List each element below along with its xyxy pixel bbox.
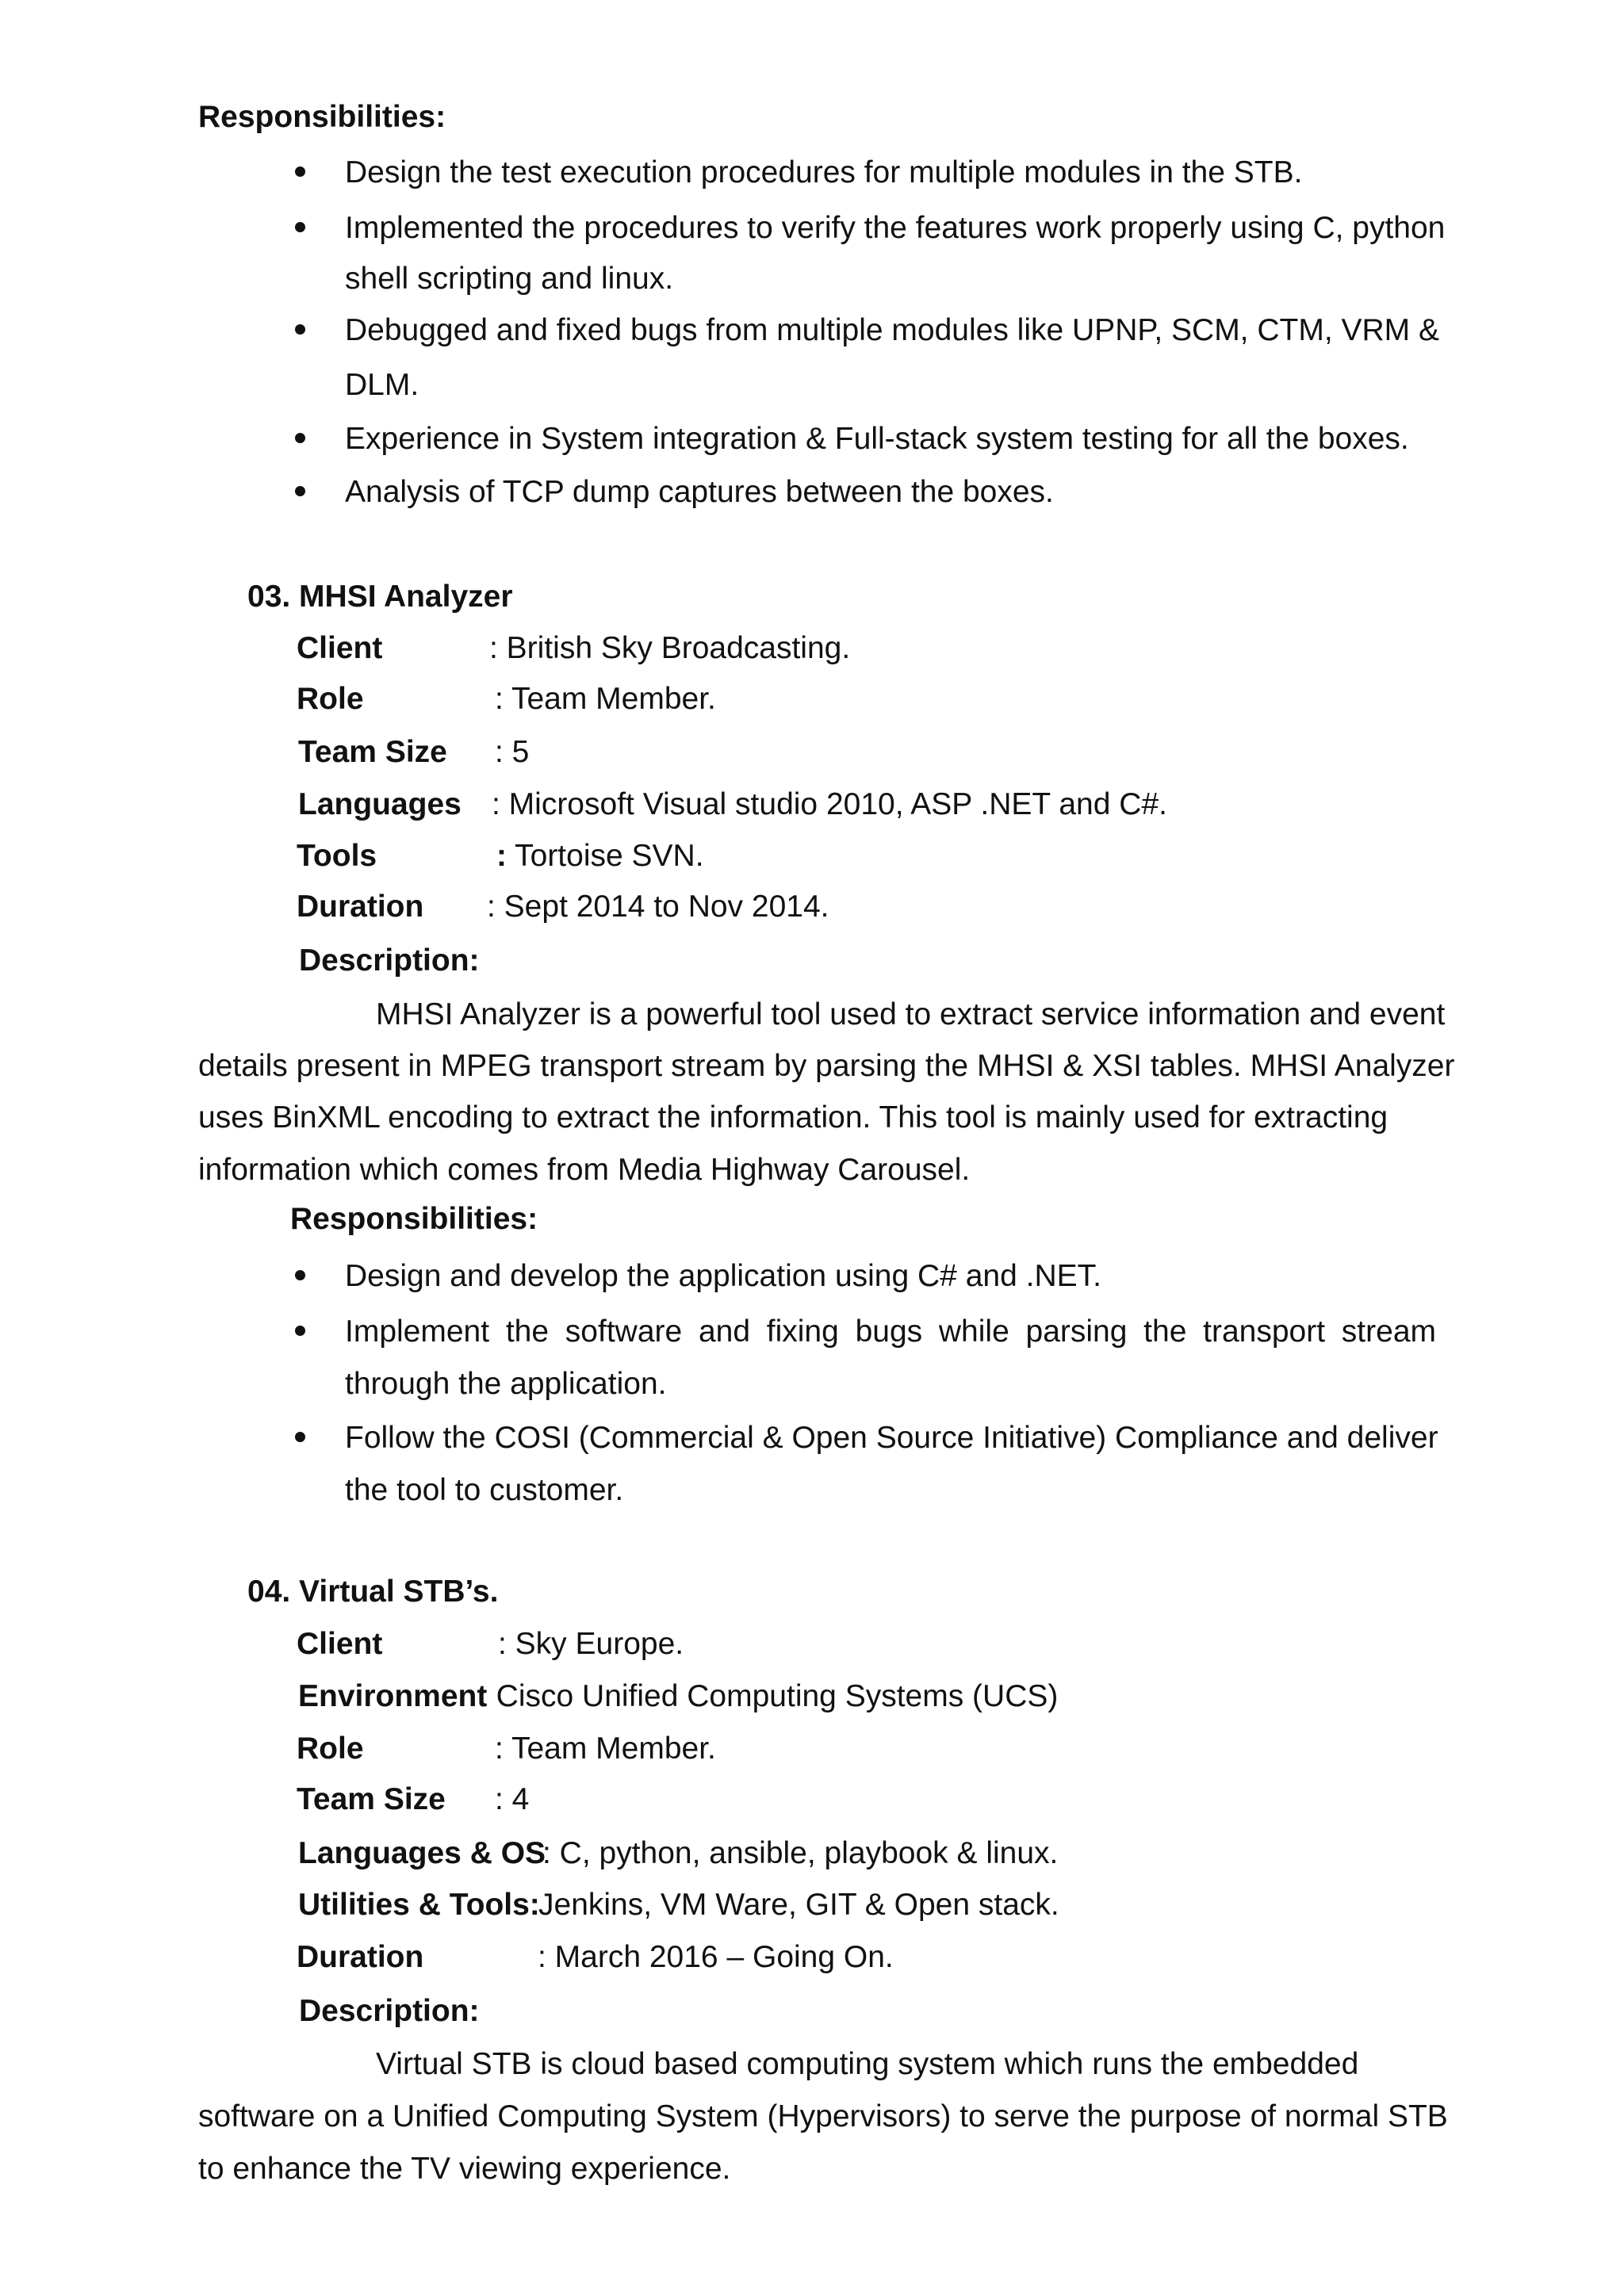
- field-label-environment: Environment: [298, 1679, 488, 1713]
- bullet-icon: [295, 486, 305, 496]
- bullet-icon: [295, 1326, 305, 1336]
- responsibility-item: Design and develop the application using C# and .NET.: [345, 1259, 1101, 1293]
- bullet-icon: [295, 433, 305, 443]
- field-value-team-size: : 5: [495, 735, 530, 769]
- field-label-role: Role: [297, 1732, 364, 1766]
- bullet-icon: [295, 166, 305, 177]
- field-value-duration: : Sept 2014 to Nov 2014.: [487, 890, 829, 924]
- field-label-languages-os: Languages & OS: [298, 1836, 546, 1870]
- field-label-team-size: Team Size: [298, 735, 447, 769]
- field-label-duration: Duration: [297, 1940, 424, 1974]
- description-line: software on a Unified Computing System (Hypervisors) to serve the purpose of normal STB: [198, 2099, 1448, 2133]
- field-label-client: Client: [297, 631, 383, 665]
- responsibility-item: Design the test execution procedures for multiple modules in the STB.: [345, 155, 1303, 189]
- field-label-languages: Languages: [298, 787, 462, 821]
- description-line: MHSI Analyzer is a powerful tool used to extract service information and event: [376, 997, 1446, 1031]
- field-label-role: Role: [297, 682, 364, 716]
- field-value-role: : Team Member.: [495, 1732, 716, 1766]
- field-value-utilities-tools: Jenkins, VM Ware, GIT & Open stack.: [538, 1888, 1059, 1922]
- project-title: 04. Virtual STB’s.: [247, 1575, 499, 1609]
- description-line: information which comes from Media Highway Carousel.: [198, 1153, 971, 1187]
- field-label-client: Client: [297, 1627, 383, 1661]
- responsibilities-heading: Responsibilities:: [290, 1202, 538, 1236]
- field-colon: :: [496, 839, 507, 873]
- field-value-languages-os: : C, python, ansible, playbook & linux.: [542, 1836, 1059, 1870]
- description-line: details present in MPEG transport stream by parsing the MHSI & XSI tables. MHSI Analyzer: [198, 1049, 1455, 1083]
- field-label-team-size: Team Size: [297, 1782, 446, 1816]
- field-value-role: : Team Member.: [495, 682, 716, 716]
- field-value-languages: : Microsoft Visual studio 2010, ASP .NET and C#.: [492, 787, 1167, 821]
- description-line: uses BinXML encoding to extract the information. This tool is mainly used for extracting: [198, 1100, 1388, 1135]
- responsibility-item-continued: through the application.: [345, 1367, 667, 1401]
- field-value-client: : British Sky Broadcasting.: [489, 631, 851, 665]
- responsibility-item-continued: DLM.: [345, 368, 419, 402]
- project-title: 03. MHSI Analyzer: [247, 580, 513, 614]
- responsibilities-heading: Responsibilities:: [198, 100, 446, 134]
- field-value-client: : Sky Europe.: [498, 1627, 684, 1661]
- field-label-tools: Tools: [297, 839, 377, 873]
- responsibility-item-continued: shell scripting and linux.: [345, 262, 674, 296]
- field-value-duration: : March 2016 – Going On.: [538, 1940, 894, 1974]
- description-line: Virtual STB is cloud based computing system which runs the embedded: [376, 2047, 1359, 2081]
- field-value-environment: : Cisco Unified Computing Systems (UCS): [479, 1679, 1059, 1713]
- bullet-icon: [295, 1432, 305, 1442]
- description-line: to enhance the TV viewing experience.: [198, 2152, 731, 2186]
- responsibility-item-continued: the tool to customer.: [345, 1473, 624, 1507]
- field-label-utilities-tools: Utilities & Tools:: [298, 1888, 540, 1922]
- responsibility-item: Follow the COSI (Commercial & Open Source Initiative) Compliance and deliver: [345, 1421, 1438, 1455]
- description-heading: Description:: [299, 1994, 480, 2028]
- field-value-tools: Tortoise SVN.: [507, 839, 704, 873]
- bullet-icon: [295, 1270, 305, 1280]
- bullet-icon: [295, 222, 305, 232]
- field-value-team-size: : 4: [495, 1782, 530, 1816]
- responsibility-item: Experience in System integration & Full-stack system testing for all the boxes.: [345, 422, 1409, 456]
- responsibility-item: Debugged and fixed bugs from multiple modules like UPNP, SCM, CTM, VRM &: [345, 313, 1440, 347]
- field-value-tools-wrap: [496, 840, 704, 871]
- responsibility-item: Implement the software and fixing bugs while parsing the transport stream: [345, 1314, 1436, 1349]
- description-heading: Description:: [299, 943, 480, 978]
- responsibility-item: Implemented the procedures to verify the features work properly using C, python: [345, 211, 1446, 245]
- responsibility-item: Analysis of TCP dump captures between the boxes.: [345, 475, 1054, 509]
- bullet-icon: [295, 324, 305, 335]
- field-label-duration: Duration: [297, 890, 424, 924]
